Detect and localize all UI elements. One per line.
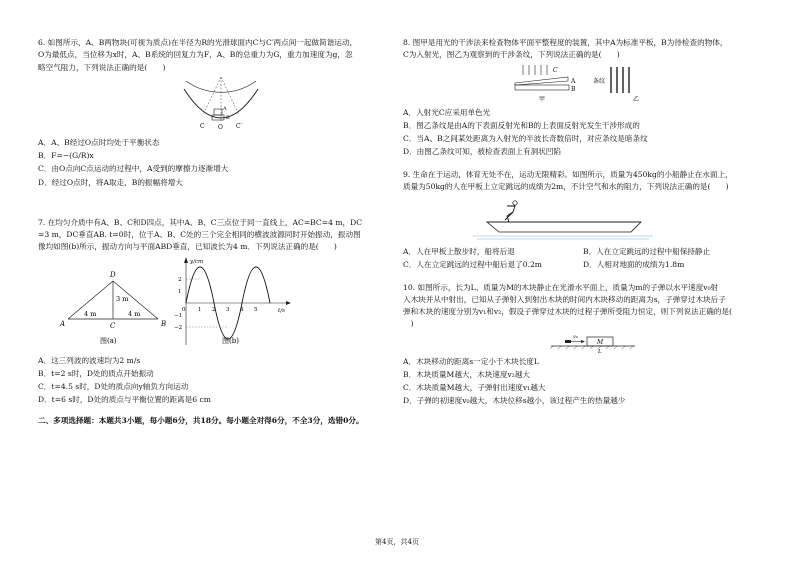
q10-stem-3: 弹和木块的速度分别为v₁和v₂，假设子弹穿过木块的过程子弹所受阻力恒定，则下列说法正确的是(: [403, 307, 732, 316]
q7-label-cb: 4 m: [128, 309, 141, 318]
q8-option-b: B．图乙条纹是由A的下表面反射光和B的上表面反射光发生干涉形成的: [403, 120, 640, 130]
q10-label-v0: v₀: [573, 333, 578, 340]
q7-vibration-graph: [174, 255, 304, 353]
q9-stem-2: 质量为50kg的人在甲板上立定跳远的成绩为2m，不计空气和水的阻力，下列说法正确的是( ): [403, 181, 729, 191]
q8-caption-jia: 甲: [539, 95, 546, 103]
q7-tick-x-0: 0: [182, 306, 186, 313]
q8-interference-diagram: [403, 63, 763, 105]
q9-boat-diagram: [403, 194, 763, 244]
q8-label-b: B: [571, 85, 576, 93]
section-2-heading: 二、多项选择题：本题共3小题，每小题6分，共18分。每小题全对得6分，不全3分，选错0分。: [38, 415, 364, 425]
question-10: [403, 283, 763, 407]
q7-label-c: C: [110, 321, 116, 330]
q8-caption-yi: 乙: [633, 95, 640, 103]
q9-option-d: D．人相对地面的成绩为1.8m: [583, 260, 685, 270]
q7-graph-ylabel: y/cm: [190, 258, 204, 265]
q7-stem-3: 像均如图(b)所示，振动方向与平面ABD垂直，已知波长为4 m．下列说法正确的是( ): [38, 242, 337, 252]
q9-stem-1: 9. 生命在于运动，体育无处不在，运动无限精彩。如图所示，质量为450kg的小船静止在水面上，: [403, 169, 733, 179]
q7-stem-1: 7. 在均匀介质中有A、B、C和D四点，其中A、B、C三点位于同一直线上，AC=BC=4 m，DC: [38, 217, 363, 227]
q7-tick-y-neg2: −2: [174, 324, 183, 331]
q8-option-d: D．由图乙条纹可知，被检查表面上有洞状凹陷: [403, 147, 561, 157]
q8-option-c: C．当A、B之间某处距离为入射光的半波长奇数倍时，对应条纹是暗条纹: [403, 134, 648, 143]
q9-options-row-2: [403, 260, 763, 270]
q10-option-d: D．子弹的初速度v₀越大，木块位移s越小，该过程产生的热量越少: [403, 396, 626, 406]
q7-tick-x-4: 4: [240, 306, 244, 313]
q6-option-d: D．经过O点时，将A取走，B的振幅将增大: [38, 177, 183, 187]
q7-option-b: B．t=2 s时，D处的质点开始振动: [38, 368, 154, 378]
page-footer: 第4页，共4页: [375, 538, 419, 546]
q7-option-d: D．t=6 s时，D处的质点与平衡位置的距离是6 cm: [38, 395, 211, 405]
q7-tick-y-2: 2: [178, 276, 182, 283]
q6-label-c-prime: C′: [236, 122, 242, 130]
q10-block-diagram: [403, 332, 763, 354]
q8-label-tiaowen: 条纹: [593, 77, 606, 85]
q7-tick-x-3: 3: [226, 306, 230, 313]
q10-stem-1: 10. 如图所示，长为L、质量为M的木块静止在光滑水平面上，质量为m的子弹以水平速度v₀射: [403, 282, 719, 292]
q6-stem-1: 6. 如图所示，A、B两物块(可视为质点)在半径为R的光滑球面内C与C′两点间一起做简谐运动，: [38, 38, 358, 47]
question-9: [403, 170, 763, 271]
q10-label-m: M: [597, 338, 604, 346]
q9-option-b: B．人在立定跳远的过程中船保持静止: [583, 247, 711, 256]
q6-bowl-diagram: [38, 75, 393, 135]
q6-label-o: O: [218, 123, 223, 131]
question-7: [38, 218, 393, 406]
left-column: [38, 38, 393, 426]
q10-label-l: L: [598, 348, 602, 354]
q6-option-b: B．F=−(G/R)x: [38, 151, 94, 160]
q7-option-c: C．t=4.5 s时，D处的质点向y轴负方向运动: [38, 382, 189, 391]
q6-figure: [38, 75, 393, 135]
q7-graph-xlabel: t/s: [278, 307, 285, 314]
question-6: [38, 38, 393, 188]
q6-stem-3: 略空气阻力，下列说法正确的是( ): [38, 62, 166, 72]
q7-label-d: D: [110, 270, 116, 279]
q7-tick-y-neg1: −1: [174, 312, 183, 319]
q7-tick-x-5: 5: [254, 306, 258, 313]
q8-stem-1: 8. 图甲是用光的干涉法来检查物体平面平整程度的装置，其中A为标准平板，B为待检查的物体，: [403, 38, 728, 47]
q7-caption-b: 图(b): [222, 336, 239, 345]
q7-caption-a: 图(a): [100, 336, 117, 345]
question-8: [403, 38, 763, 158]
q6-label-b: B: [226, 114, 230, 121]
q10-stem-4: ): [403, 319, 414, 329]
q10-stem-2: 入木块并从中射出，已知从子弹射入到射出木块的时间内木块移动的距离为s，子弹穿过木块后子: [403, 294, 726, 304]
q8-option-a: A．入射光C应采用单色光: [403, 107, 491, 117]
q9-option-a: A．人在甲板上散步时，船将后退: [403, 247, 515, 256]
q8-label-c: C: [553, 66, 558, 74]
right-column: [403, 38, 763, 410]
q7-label-a: A: [60, 319, 66, 328]
q9-options-row-1: [403, 247, 763, 257]
q7-tick-x-1: 1: [198, 306, 202, 313]
q10-option-b: B．木块质量M越大，木块速度v₂越大: [403, 369, 531, 379]
q7-label-ac: 4 m: [84, 309, 97, 318]
q8-label-a: A: [571, 77, 576, 85]
q7-tick-x-2: 2: [212, 306, 216, 313]
q7-figures: [38, 255, 393, 353]
q10-option-c: C．木块质量M越大，子弹射出速度v₁越大: [403, 383, 546, 392]
q8-stem-2: C为入射光，图乙为观察到的干涉条纹，下列说法正确的是( ): [403, 50, 620, 60]
q8-figure: [403, 63, 763, 105]
q6-label-a: A: [223, 105, 227, 112]
q9-option-c: C．人在立定跳远的过程中船后退了0.2m: [403, 260, 542, 270]
q7-label-dc: 3 m: [116, 294, 129, 303]
q9-figure: [403, 194, 763, 244]
q6-stem-2: O为最低点，当位移为x时，A、B系统的回复力为F，A、B的总重力为G，重力加速度为g，忽: [38, 50, 353, 60]
q6-label-c: C: [200, 122, 205, 130]
q6-option-c: C．由O点向C点运动的过程中，A受到的摩擦力逐渐增大: [38, 164, 229, 174]
q6-option-a: A．A、B经过O点时均处于平衡状态: [38, 137, 160, 147]
q7-label-b: B: [161, 319, 167, 328]
q7-tick-y-1: 1: [178, 288, 182, 295]
q7-stem-2: =3 m，DC垂直AB. t=0时，位于A、B、C处的三个完全相同的横波波源同时开始振动，振动图: [38, 230, 361, 239]
q10-figure: [403, 332, 763, 354]
q7-option-a: A．这三列波的波速均为2 m/s: [38, 355, 141, 365]
q10-option-a: A．木块移动的距离s一定小于木块长度L: [403, 356, 539, 366]
